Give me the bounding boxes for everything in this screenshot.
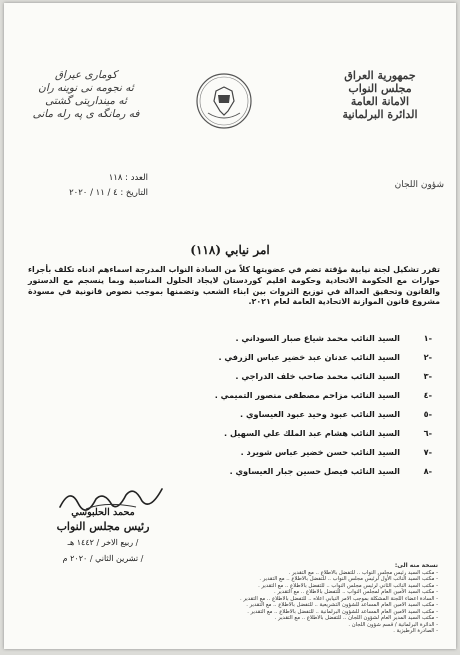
list-item	[132, 409, 432, 428]
letterhead-line: ئه مینداریتی گشتی	[45, 95, 127, 107]
member-name: السيد النائب مزاحم مصطفى منصور التميمي .	[214, 390, 400, 400]
member-number: -١	[423, 333, 432, 343]
document-title: امر نيابي (١١٨)	[190, 243, 270, 257]
copy-line: - مكتب السيد النائب الثاني لرئيس مجلس النواب .. للتفضل بالاطلاع .. مع التقدير .	[258, 582, 438, 589]
iraq-emblem-icon	[194, 71, 254, 131]
letterhead-line: فه رمانگه ی په رله مانی	[32, 108, 140, 120]
letterhead-line: مجلس النواب	[348, 82, 412, 95]
copies-heading: نسخة منه الى:	[394, 562, 438, 569]
letterhead-kurdish	[26, 69, 146, 121]
copy-line: - مكتب السيد النائب الأول لرئيس مجلس النواب .. للتفضل بالاطلاع .. مع التقدير .	[259, 576, 438, 582]
list-item	[132, 466, 432, 485]
copy-line: - السادة اعضاء اللجنة المشكلة بموجب الامر النيابي اعلاه .. للتفضل بالاطلاع .. مع التقدير .	[239, 595, 438, 602]
document-page	[4, 3, 456, 649]
letterhead-line: جمهورية العراق	[344, 69, 416, 82]
copy-line: - مكتب السيد الامين العام المساعد للشؤون البرلمانية .. للتفضل بالاطلاع .. مع التقدير .	[247, 608, 438, 615]
member-name: السيد النائب عبود وحيد عبود العيساوي .	[240, 409, 400, 419]
list-item	[132, 371, 432, 390]
reference-block	[28, 171, 148, 201]
member-number: -٢	[423, 352, 432, 362]
letterhead-line: ئه نجومه نی نوینه ران	[38, 82, 134, 94]
member-name: السيد النائب عدنان عبد خضير عباس الزرفي .	[218, 352, 400, 362]
member-name: السيد النائب حسن خضير عباس شويرد .	[240, 447, 400, 457]
letterhead-line: الامانة العامة	[350, 95, 410, 108]
department-label: شؤون اللجان	[394, 180, 444, 190]
member-number: -٣	[423, 371, 432, 381]
member-name: السيد النائب محمد شياع صبار السوداني .	[235, 333, 400, 343]
member-number: -٦	[423, 428, 432, 438]
member-number: -٥	[423, 409, 432, 419]
copy-line: - مكتب السيد رئيس مجلس النواب .. للتفضل بالاطلاع .. مع التقدير .	[288, 569, 438, 576]
copy-line: - الصادرة الرطيزية .	[393, 628, 438, 634]
list-item	[132, 352, 432, 371]
list-item	[132, 390, 432, 409]
copies-list	[158, 563, 438, 635]
reference-date: التاريخ : ٤ / ١١ / ٢٠٢٠	[69, 188, 148, 198]
member-number: -٤	[423, 390, 432, 400]
members-list	[132, 333, 432, 485]
copy-line: - الدائرة البرلمانية / قسم شؤون اللجان .	[348, 621, 438, 628]
hijri-date: / ربيع الاخر / ١٤٤٢ هـ	[67, 538, 139, 547]
list-item	[132, 447, 432, 466]
member-name: السيد النائب محمد صاحب خلف الدراجي .	[235, 371, 400, 381]
member-number: -٨	[423, 466, 432, 476]
signatory-title: رئيس مجلس النواب	[56, 520, 150, 533]
letterhead-arabic	[320, 69, 444, 190]
list-item	[132, 428, 432, 447]
letterhead-line: الدائرة البرلمانية	[342, 108, 418, 121]
copy-line: - مكتب السيد الأمين العام لمجلس النواب .. للتفضل بالاطلاع .. مع التقدير .	[273, 589, 438, 595]
member-number: -٧	[423, 447, 432, 457]
member-name: السيد النائب هشام عبد الملك علي السهيل .	[224, 428, 400, 438]
letterhead-line: كوماری عیراق	[54, 69, 118, 81]
signature-block	[28, 503, 178, 565]
member-name: السيد النائب فيصل حسين جبار العيساوي .	[229, 466, 400, 476]
gregorian-date: / تشرين الثاني / ٢٠٢٠ م	[62, 554, 144, 563]
list-item	[132, 333, 432, 352]
copy-line: - مكتب السيد المدير العام لشؤون اللجان .. للتفضل بالاطلاع .. مع التقدير .	[274, 615, 438, 621]
signatory-name: محمد الحلبوسي	[71, 507, 135, 518]
reference-number: العدد : ١١٨	[108, 173, 148, 183]
order-paragraph: تقرر تشكيل لجنة نيابية مؤقتة تضم في عضويتها كلاً من السادة النواب المدرجة اسماءهم ادناه تكلف بأجراء حوارات مع الحكومة الاتحادية وحكومة اقليم كوردستان لايجاد الحلول المناسبة وبما ينسجم مع الدستور والقانون وتحقيق العدالة في توزيع الثروات بين ابناء الشعب وتضمنها بموجب نصوص قانونية في مسودة مشروع قانون الموازنة الاتحادية العامة لعام ٢٠٢١.	[28, 265, 440, 307]
copy-line: - مكتب السيد الامين العام المساعد للشؤون التشريعية .. للتفضل بالاطلاع .. مع التقدير .	[246, 602, 438, 608]
